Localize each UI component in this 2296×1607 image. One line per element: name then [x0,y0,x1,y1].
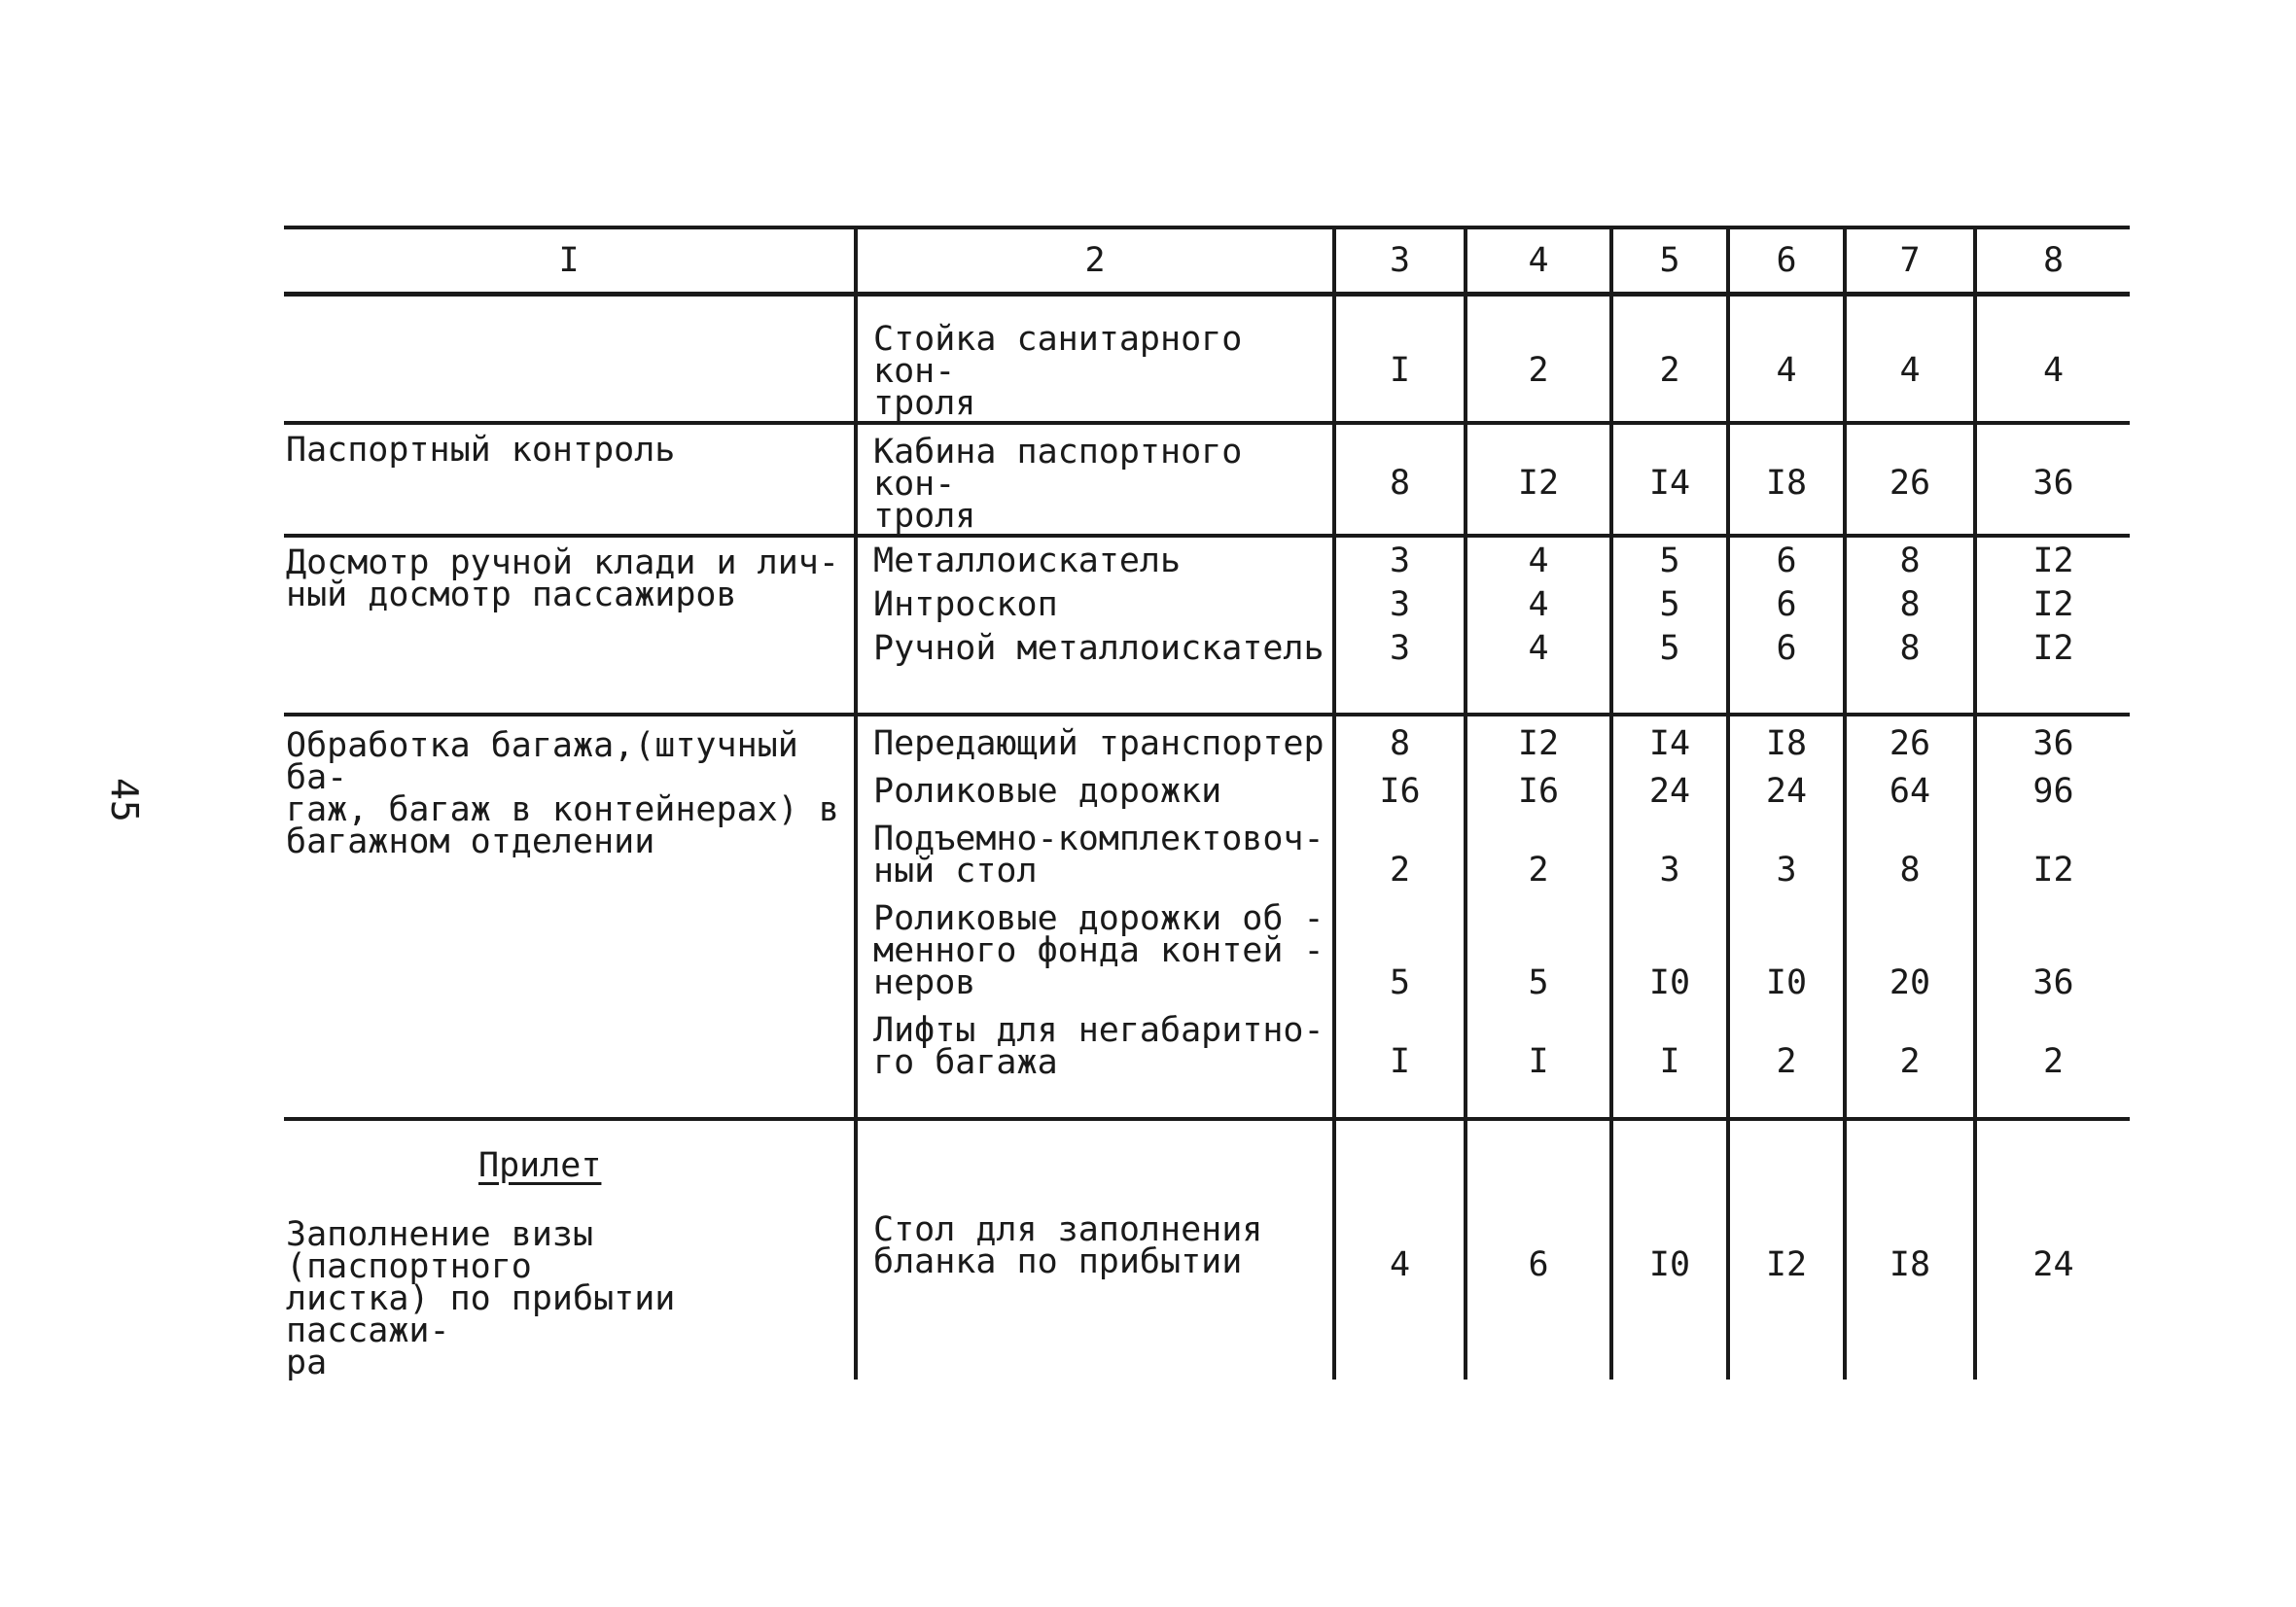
value: 26 [1889,723,1931,763]
item-name: Стол для заполнения бланка по прибытии [873,1209,1263,1281]
table-row [284,536,2130,715]
table-row [284,295,2130,423]
value: I2 [1517,463,1560,503]
value: I6 [1379,771,1421,811]
value: 8 [1899,628,1921,668]
item-name: Интроскоп [873,584,1058,624]
value-cell [1466,536,1611,715]
value: 4 [1899,351,1921,390]
value-cell [1334,1119,1466,1380]
value-cell [1845,423,1975,536]
value: 4 [1528,628,1549,668]
category-cell [284,1119,856,1380]
value: I0 [1765,962,1808,1002]
value: I4 [1648,463,1691,503]
value: I2 [2032,850,2074,890]
value: 24 [2032,1244,2074,1284]
item-name: Подъемно-комплектовоч- ный стол [873,819,1325,891]
value: 3 [1389,628,1411,668]
value: 26 [1889,463,1931,503]
value-cell [1975,715,2130,1119]
value: 4 [1528,584,1549,624]
value: 8 [1899,584,1921,624]
header-cell: 5 [1611,227,1728,295]
value: 4 [2042,351,2065,390]
value-cell [1334,536,1466,715]
value: I2 [2032,584,2074,624]
value: 24 [1648,771,1691,811]
header-row [284,227,2130,295]
equipment-table [284,226,2130,1380]
value: 5 [1659,628,1680,668]
value-cell [1845,715,1975,1119]
value: 3 [1389,541,1411,580]
value: 3 [1659,850,1680,890]
value: 24 [1765,771,1808,811]
value-cell [1975,423,2130,536]
value: I2 [2032,628,2074,668]
section-title: Прилет [478,1145,602,1185]
category-cell [284,715,856,1119]
item-name: Кабина паспортного кон- троля [873,432,1243,536]
value-cell [1466,295,1611,423]
value: 3 [1389,584,1411,624]
value-cell [1728,295,1845,423]
category-cell [284,423,856,536]
value: 5 [1659,541,1680,580]
value: I2 [2032,541,2074,580]
item-cell [856,536,1334,715]
value: 6 [1528,1244,1549,1284]
item-name: Ручной металлоискатель [873,628,1325,668]
item-name: Стойка санитарного кон- троля [873,320,1243,423]
category-cell [284,536,856,715]
value-cell [1466,1119,1611,1380]
item-name: Передающий транспортер [873,723,1325,763]
item-name: Роликовые дорожки об - менного фонда контей - неров [873,898,1325,1002]
value: 5 [1528,962,1549,1002]
value-cell [1611,1119,1728,1380]
header-cell: I [284,227,856,295]
category-cell [284,295,856,423]
value-cell [1611,295,1728,423]
value-cell [1975,1119,2130,1380]
value: 3 [1776,850,1797,890]
value: 4 [1528,541,1549,580]
value: I8 [1765,463,1808,503]
category-label: Заполнение визы (паспортного листка) по прибытии пассажи- ра [286,1214,676,1382]
value: 6 [1776,584,1797,624]
value: I0 [1648,1244,1691,1284]
value: I2 [1517,723,1560,763]
value: I2 [1765,1244,1808,1284]
value-cell [1975,536,2130,715]
header-cell: 7 [1845,227,1975,295]
value: 2 [1528,850,1549,890]
value: I [1659,1041,1680,1081]
header-cell: 8 [1975,227,2130,295]
item-cell [856,1119,1334,1380]
value: 96 [2032,771,2074,811]
value: 5 [1389,962,1411,1002]
value-cell [1334,715,1466,1119]
value-cell [1728,715,1845,1119]
category-label: Паспортный контроль [286,430,676,470]
value: 8 [1899,850,1921,890]
value: 4 [1389,1244,1411,1284]
value-cell [1334,423,1466,536]
item-name: Металлоискатель [873,541,1182,580]
value: 2 [1389,850,1411,890]
value: 8 [1899,541,1921,580]
document-sheet [284,226,2130,1392]
item-cell [856,295,1334,423]
category-label: Досмотр ручной клади и лич- ный досмотр пассажиров [286,542,839,614]
value: 64 [1889,771,1931,811]
value-cell [1975,295,2130,423]
item-name: Роликовые дорожки [873,771,1222,811]
value-cell [1466,423,1611,536]
value: I [1389,1041,1411,1081]
page-number: 45 [103,778,146,822]
header-cell: 4 [1466,227,1611,295]
value-cell [1466,715,1611,1119]
value: 20 [1889,962,1931,1002]
value-cell [1728,1119,1845,1380]
value: 36 [2032,463,2074,503]
value: I4 [1648,723,1691,763]
value: I8 [1765,723,1808,763]
table-row [284,423,2130,536]
value: 6 [1776,628,1797,668]
item-cell [856,715,1334,1119]
value: 6 [1776,541,1797,580]
value: 2 [1776,1041,1797,1081]
table-row [284,1119,2130,1380]
header-cell: 2 [856,227,1334,295]
value: 36 [2032,723,2074,763]
value: 2 [2042,1041,2065,1081]
value-cell [1611,715,1728,1119]
value-cell [1845,1119,1975,1380]
value-cell [1611,423,1728,536]
value-cell [1845,536,1975,715]
value: 2 [1899,1041,1921,1081]
item-cell [856,423,1334,536]
value-cell [1611,536,1728,715]
value: 2 [1528,351,1549,390]
value: I [1528,1041,1549,1081]
value-cell [1728,536,1845,715]
table-row [284,715,2130,1119]
value: I6 [1517,771,1560,811]
value: 5 [1659,584,1680,624]
value-cell [1845,295,1975,423]
value: 4 [1776,351,1797,390]
category-label: Обработка багажа,(штучный ба- гаж, багаж в контейнерах) в багажном отделении [286,725,839,861]
value-cell [1334,295,1466,423]
value: I [1389,351,1411,390]
value: 8 [1389,723,1411,763]
value: 2 [1659,351,1680,390]
value: I8 [1889,1244,1931,1284]
header-cell: 6 [1728,227,1845,295]
value: 8 [1389,463,1411,503]
value-cell [1728,423,1845,536]
item-name: Лифты для негабаритно- го багажа [873,1010,1325,1082]
value: 36 [2032,962,2074,1002]
header-cell: 3 [1334,227,1466,295]
value: I0 [1648,962,1691,1002]
